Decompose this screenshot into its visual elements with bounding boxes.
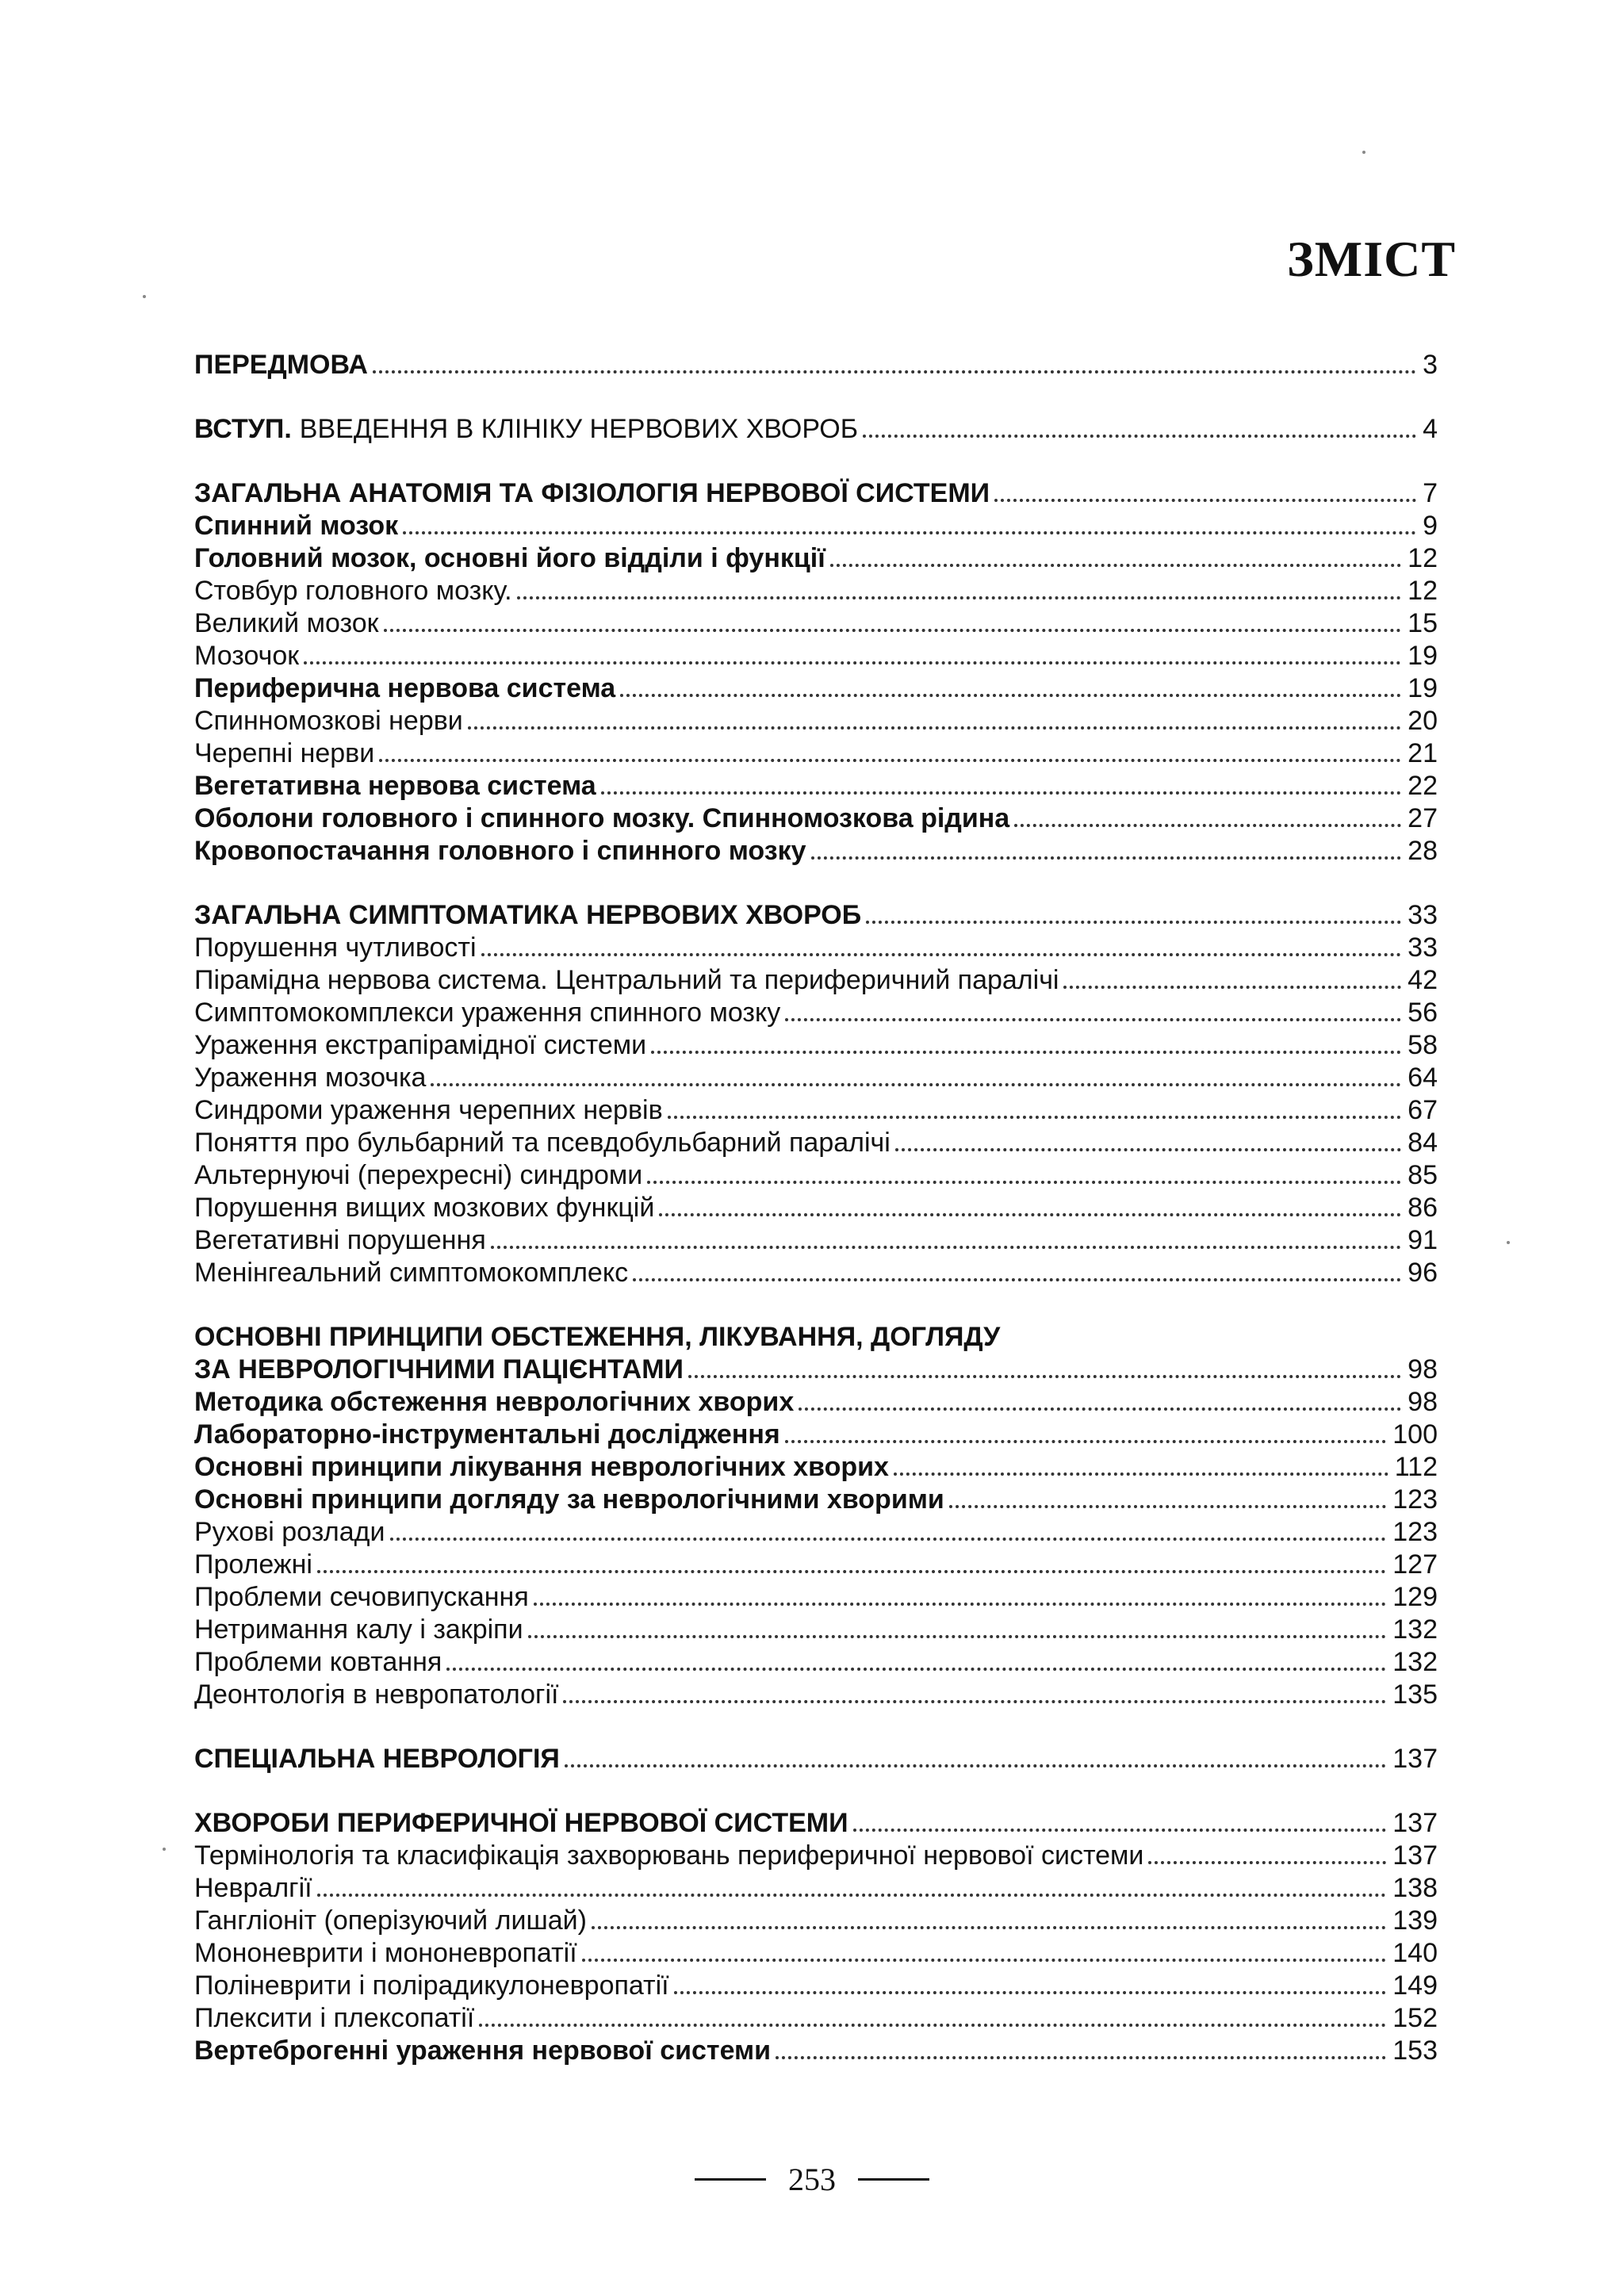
toc-entry-page: 56 <box>1408 998 1438 1028</box>
toc-entry-page: 127 <box>1392 1549 1438 1580</box>
toc-entry-page: 12 <box>1408 576 1438 606</box>
dot-leader <box>1014 823 1401 827</box>
toc-entry-page: 28 <box>1408 836 1438 866</box>
toc-entry-page: 86 <box>1408 1193 1438 1223</box>
toc-entry-title: Нетримання калу і закріпи <box>194 1614 523 1645</box>
dot-leader <box>592 1925 1386 1929</box>
dot-leader <box>479 2023 1386 2027</box>
toc-entry-page: 27 <box>1408 803 1438 833</box>
toc-entry-page: 100 <box>1392 1419 1438 1450</box>
toc-entry-title: СПЕЦІАЛЬНА НЕВРОЛОГІЯ <box>194 1744 560 1774</box>
dot-leader <box>620 693 1401 697</box>
dot-leader <box>528 1634 1387 1638</box>
toc-entry <box>194 1451 1438 1484</box>
toc-entry <box>194 1807 1438 1840</box>
toc-entry-title: Проблеми сечовипускання <box>194 1582 529 1612</box>
toc-entry <box>194 640 1438 672</box>
toc-entry-title: ЗА НЕВРОЛОГІЧНИМИ ПАЦІЄНТАМИ <box>194 1354 684 1384</box>
dot-leader <box>491 1245 1401 1249</box>
toc-entry-title: Основні принципи лікування неврологічних хворих <box>194 1452 889 1482</box>
toc-entry-page: 91 <box>1408 1225 1438 1255</box>
dot-leader <box>373 370 1416 373</box>
toc-entry-page: 12 <box>1408 543 1438 573</box>
toc-entry <box>194 737 1438 770</box>
dot-leader <box>894 1472 1388 1476</box>
toc-entry-page: 149 <box>1392 1970 1438 2001</box>
toc-entry-page: 132 <box>1392 1614 1438 1645</box>
dot-leader <box>481 952 1402 956</box>
dot-leader <box>1148 1860 1386 1864</box>
dot-leader <box>565 1764 1386 1767</box>
toc-entry-title: Рухові розлади <box>194 1517 385 1547</box>
toc-entry-page: 152 <box>1392 2003 1438 2033</box>
toc-entry-page: 19 <box>1408 641 1438 671</box>
toc-entry-title-rest: ВВЕДЕННЯ В КЛІНІКУ НЕРВОВИХ ХВОРОБ <box>299 414 859 444</box>
page-number: 253 <box>788 2162 836 2197</box>
page-title: ЗМІСТ <box>1287 231 1456 287</box>
toc-entry-title: Пірамідна нервова система. Центральний та периферичний паралічі <box>194 965 1059 995</box>
dot-leader <box>1063 985 1401 989</box>
dot-leader <box>853 1828 1387 1832</box>
dot-leader <box>647 1180 1401 1184</box>
section-gap <box>194 1775 1438 1807</box>
toc-entry-title: Поняття про бульбарний та псевдобульбарний паралічі <box>194 1128 891 1158</box>
toc-entry-page: 20 <box>1408 706 1438 736</box>
toc-entry <box>194 1970 1438 2002</box>
toc-entry-page: 140 <box>1392 1938 1438 1968</box>
toc-entry-title: Альтернуючі (перехресні) синдроми <box>194 1160 643 1190</box>
toc-entry-title: ЗАГАЛЬНА АНАТОМІЯ ТА ФІЗІОЛОГІЯ НЕРВОВОЇ СИСТЕМИ <box>194 478 990 508</box>
toc-entry-title: Деонтологія в невропатології <box>194 1679 559 1710</box>
toc-entry-title: Термінологія та класифікація захворювань периферичної нервової системи <box>194 1840 1144 1871</box>
toc-entry-page: 85 <box>1408 1160 1438 1190</box>
toc-entry <box>194 997 1438 1029</box>
toc-entry-page: 132 <box>1392 1647 1438 1677</box>
dot-leader <box>688 1374 1401 1378</box>
dot-leader <box>601 791 1401 795</box>
dot-leader <box>403 530 1416 534</box>
toc-entry-page: 4 <box>1423 414 1438 444</box>
toc-entry <box>194 1484 1438 1516</box>
toc-entry <box>194 1257 1438 1289</box>
toc-entry-title: Синдроми ураження черепних нервів <box>194 1095 663 1125</box>
toc-entry-page: 123 <box>1392 1517 1438 1547</box>
toc-entry-title: ХВОРОБИ ПЕРИФЕРИЧНОЇ НЕРВОВОЇ СИСТЕМИ <box>194 1808 848 1838</box>
dot-leader <box>659 1212 1401 1216</box>
toc-entry-page: 98 <box>1408 1387 1438 1417</box>
dot-leader <box>895 1147 1401 1151</box>
toc-entry <box>194 1872 1438 1905</box>
toc-entry-title: Стовбур головного мозку. <box>194 576 512 606</box>
toc-entry <box>194 1419 1438 1451</box>
toc-entry <box>194 1354 1438 1386</box>
toc-entry <box>194 607 1438 640</box>
toc-entry-title: Вегетативна нервова система <box>194 771 596 801</box>
toc-entry-page: 64 <box>1408 1063 1438 1093</box>
dot-leader <box>785 1017 1401 1021</box>
dot-leader <box>949 1504 1386 1508</box>
toc-entry-title: Менінгеальний симптомокомплекс <box>194 1258 629 1288</box>
table-of-contents <box>194 349 1438 2067</box>
dot-leader <box>317 1569 1386 1573</box>
toc-entry <box>194 575 1438 607</box>
page-footer <box>0 2161 1624 2198</box>
toc-heading-line: ОСНОВНІ ПРИНЦИПИ ОБСТЕЖЕННЯ, ЛІКУВАННЯ, ДОГЛЯДУ <box>194 1322 1001 1352</box>
toc-entry-title: Поліневрити і полірадикулоневропатії <box>194 1970 669 2001</box>
toc-entry <box>194 1646 1438 1679</box>
toc-entry-page: 58 <box>1408 1030 1438 1060</box>
toc-entry-page: 33 <box>1408 933 1438 963</box>
toc-entry-page: 137 <box>1392 1840 1438 1871</box>
toc-entry-title: Вертеброгенні ураження нервової системи <box>194 2035 772 2066</box>
toc-entry-page: 96 <box>1408 1258 1438 1288</box>
dot-leader <box>379 758 1401 762</box>
toc-entry-page: 9 <box>1423 511 1438 541</box>
dot-leader <box>563 1699 1386 1703</box>
section-gap <box>194 1289 1438 1321</box>
toc-entry <box>194 1614 1438 1646</box>
toc-entry-page: 129 <box>1392 1582 1438 1612</box>
dot-leader <box>304 661 1401 664</box>
toc-entry-title <box>194 413 858 446</box>
toc-entry <box>194 1062 1438 1094</box>
dot-leader <box>776 2055 1386 2059</box>
toc-entry-title: Великий мозок <box>194 608 379 638</box>
toc-entry <box>194 1192 1438 1224</box>
toc-entry <box>194 672 1438 705</box>
toc-entry-title: Проблеми ковтання <box>194 1647 442 1677</box>
toc-entry-title: Спинний мозок <box>194 511 399 541</box>
dot-leader <box>384 628 1402 632</box>
toc-entry-title: Пролежні <box>194 1549 312 1580</box>
dot-leader <box>468 726 1401 730</box>
toc-entry-page: 135 <box>1392 1679 1438 1710</box>
toc-entry-title: ПЕРЕДМОВА <box>194 350 368 380</box>
dot-leader <box>994 498 1416 502</box>
dot-leader <box>799 1407 1401 1411</box>
dot-leader <box>534 1602 1387 1606</box>
dot-leader <box>785 1439 1387 1443</box>
dot-leader <box>651 1050 1401 1054</box>
scan-speck <box>163 1848 166 1851</box>
toc-entry <box>194 1679 1438 1711</box>
toc-entry-page: 7 <box>1423 478 1438 508</box>
toc-entry-page: 98 <box>1408 1354 1438 1384</box>
toc-entry-title: Вегетативні порушення <box>194 1225 486 1255</box>
dot-leader <box>431 1082 1401 1086</box>
toc-entry-page: 84 <box>1408 1128 1438 1158</box>
toc-entry-title: Порушення вищих мозкових функцій <box>194 1193 655 1223</box>
toc-entry <box>194 1224 1438 1257</box>
toc-entry-page: 138 <box>1392 1873 1438 1903</box>
toc-entry <box>194 770 1438 802</box>
scan-speck <box>143 295 146 298</box>
toc-entry-title: Кровопостачання головного і спинного мозку <box>194 836 806 866</box>
toc-entry <box>194 1549 1438 1581</box>
toc-entry-title: Ураження мозочка <box>194 1063 427 1093</box>
toc-entry-title: Основні принципи догляду за неврологічними хворими <box>194 1484 944 1515</box>
toc-entry <box>194 510 1438 542</box>
dot-leader <box>866 920 1401 924</box>
toc-entry <box>194 1937 1438 1970</box>
dot-leader <box>863 434 1416 438</box>
dot-leader <box>317 1893 1387 1897</box>
dot-leader <box>390 1537 1387 1541</box>
toc-entry-title: Спинномозкові нерви <box>194 706 463 736</box>
toc-entry <box>194 1094 1438 1127</box>
toc-entry <box>194 1029 1438 1062</box>
dot-leader <box>674 1990 1387 1994</box>
toc-entry <box>194 1386 1438 1419</box>
toc-entry <box>194 1581 1438 1614</box>
toc-entry-page: 67 <box>1408 1095 1438 1125</box>
section-gap <box>194 1711 1438 1743</box>
toc-entry-title: Черепні нерви <box>194 738 375 768</box>
dot-leader <box>633 1277 1401 1281</box>
dot-leader <box>517 596 1402 599</box>
toc-entry <box>194 349 1438 381</box>
toc-entry <box>194 413 1438 446</box>
toc-entry-page: 137 <box>1392 1808 1438 1838</box>
toc-entry <box>194 1127 1438 1159</box>
scan-speck <box>1507 1241 1510 1244</box>
toc-entry-page: 123 <box>1392 1484 1438 1515</box>
toc-entry <box>194 835 1438 867</box>
toc-entry-page: 21 <box>1408 738 1438 768</box>
toc-entry <box>194 1840 1438 1872</box>
toc-entry-title: Периферична нервова система <box>194 673 616 703</box>
toc-entry <box>194 802 1438 835</box>
toc-entry-page: 137 <box>1392 1744 1438 1774</box>
toc-entry-page: 33 <box>1408 900 1438 930</box>
toc-entry-title: Ураження екстрапірамідної системи <box>194 1030 647 1060</box>
scan-speck <box>1362 151 1365 154</box>
toc-entry-title: Гангліоніт (оперізуючий лишай) <box>194 1905 587 1936</box>
footer-rule-right <box>858 2178 929 2181</box>
toc-entry <box>194 705 1438 737</box>
toc-entry <box>194 1516 1438 1549</box>
toc-entry-title: Оболони головного і спинного мозку. Спинномозкова рідина <box>194 803 1010 833</box>
toc-entry <box>194 932 1438 964</box>
toc-entry-page: 42 <box>1408 965 1438 995</box>
dot-leader <box>811 856 1402 860</box>
toc-entry-page: 15 <box>1408 608 1438 638</box>
toc-entry-title: Мононеврити і мононевропатії <box>194 1938 577 1968</box>
dot-leader <box>830 563 1401 567</box>
dot-leader <box>582 1958 1387 1962</box>
toc-entry-title: Методика обстеження неврологічних хворих <box>194 1387 795 1417</box>
toc-entry <box>194 542 1438 575</box>
dot-leader <box>446 1667 1386 1671</box>
toc-entry-title: Мозочок <box>194 641 300 671</box>
toc-entry <box>194 1905 1438 1937</box>
toc-entry-page: 139 <box>1392 1905 1438 1936</box>
toc-entry-title-prefix: ВСТУП. <box>194 414 292 444</box>
section-gap <box>194 867 1438 899</box>
section-gap <box>194 381 1438 413</box>
toc-entry-title: Головний мозок, основні його відділи і функції <box>194 543 825 573</box>
toc-entry <box>194 899 1438 932</box>
toc-entry <box>194 2035 1438 2067</box>
toc-entry <box>194 2002 1438 2035</box>
footer-rule-left <box>695 2178 766 2181</box>
toc-entry <box>194 964 1438 997</box>
toc-entry <box>194 1743 1438 1775</box>
toc-entry-title: Порушення чутливості <box>194 933 477 963</box>
toc-entry-page: 22 <box>1408 771 1438 801</box>
toc-entry <box>194 1159 1438 1192</box>
toc-entry-title: Невралгії <box>194 1873 312 1903</box>
toc-entry-page: 19 <box>1408 673 1438 703</box>
toc-entry-title: Плексити і плексопатії <box>194 2003 475 2033</box>
toc-entry-page: 3 <box>1423 350 1438 380</box>
toc-entry-title: Лабораторно-інструментальні дослідження <box>194 1419 780 1450</box>
toc-entry-title: Симптомокомплекси ураження спинного мозку <box>194 998 781 1028</box>
toc-entry-page: 112 <box>1394 1452 1438 1482</box>
toc-entry <box>194 477 1438 510</box>
toc-entry-title: ЗАГАЛЬНА СИМПТОМАТИКА НЕРВОВИХ ХВОРОБ <box>194 900 862 930</box>
section-gap <box>194 446 1438 477</box>
dot-leader <box>668 1115 1402 1119</box>
toc-entry-page: 153 <box>1392 2035 1438 2066</box>
